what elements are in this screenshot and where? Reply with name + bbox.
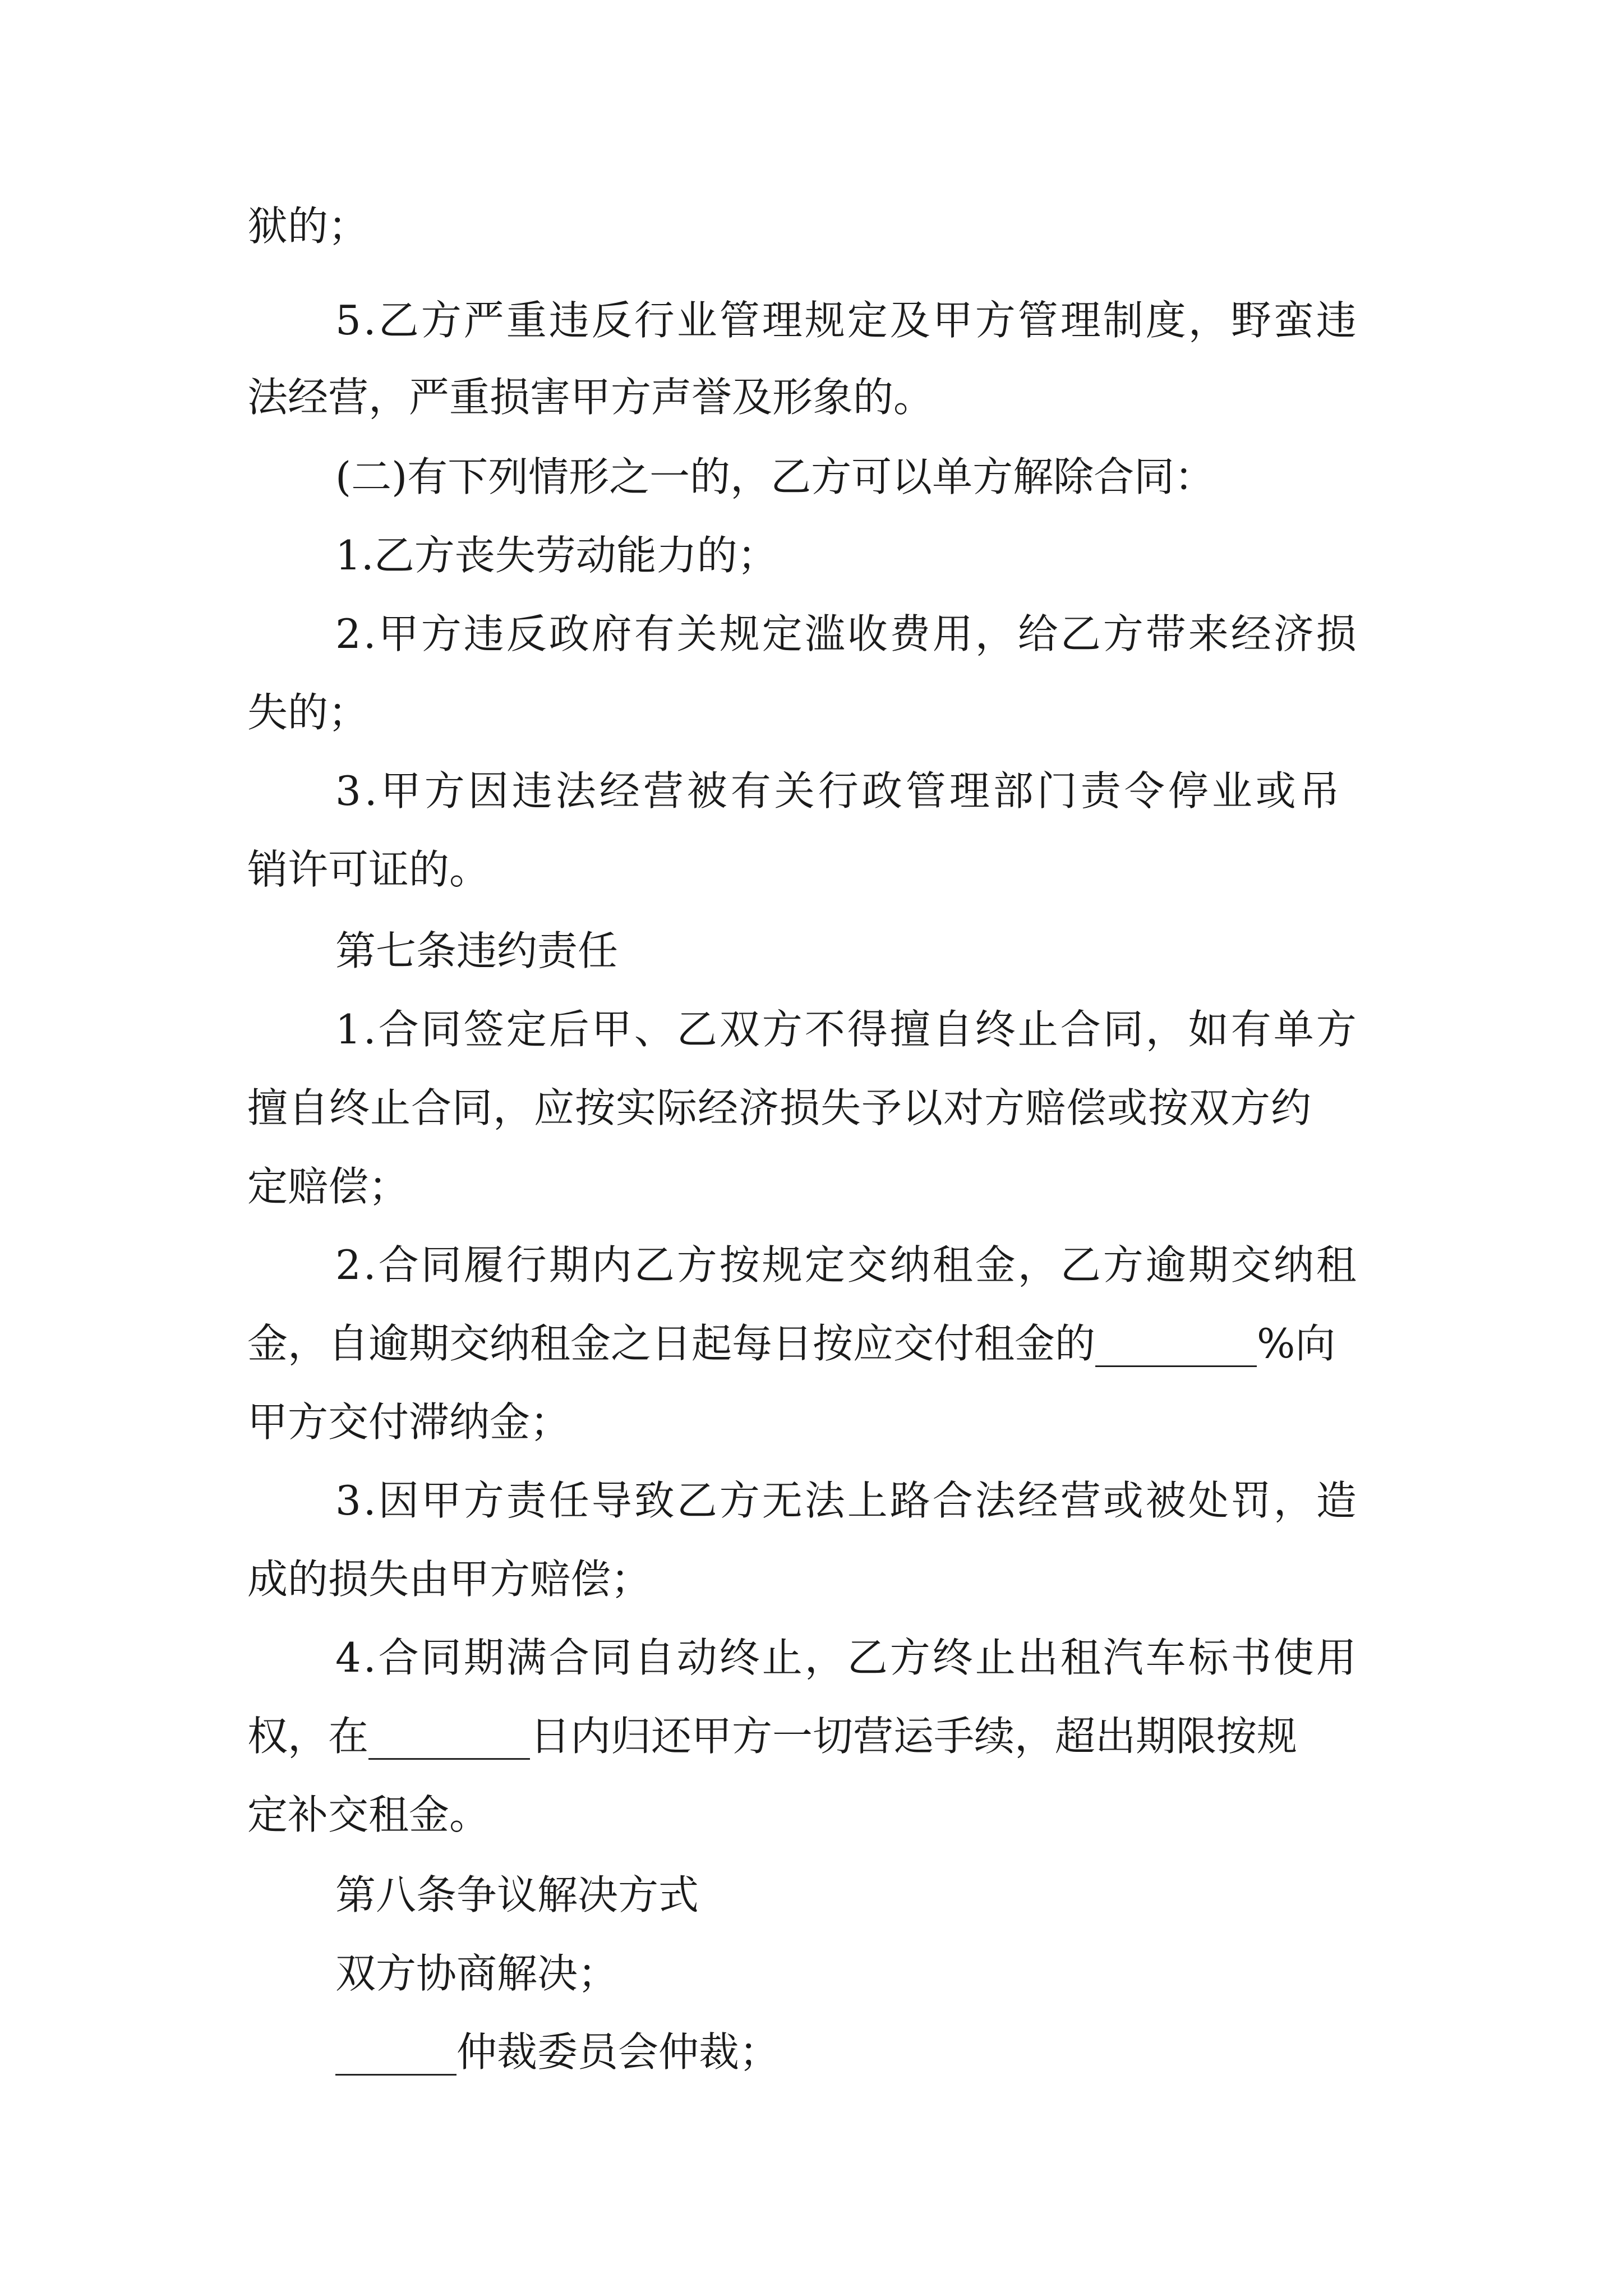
line-text: 失的； [247,689,369,736]
heading-text: 第八条争议解决方式 [335,1871,699,1918]
text-line [0,287,1623,354]
text-line [0,679,1623,746]
text-line [0,1388,1623,1456]
section-heading [0,917,1623,984]
text-line [0,600,1623,668]
line-text: 法经营，严重损害甲方声誉及形象的。 [247,374,934,421]
line-text: 2.甲方违反政府有关规定滥收费用，给乙方带来经济损 [335,610,1359,657]
text-line [0,1545,1623,1613]
line-text: 定补交租金。 [247,1791,490,1838]
section-heading [0,1861,1623,1929]
line-text [335,2018,780,2086]
text-line [0,1153,1623,1220]
text-line [0,522,1623,589]
line-text: 成的损失由甲方赔偿； [247,1556,652,1603]
line-text: 1.合同签定后甲、乙双方不得擅自终止合同，如有单方 [335,1006,1359,1053]
text-line [0,443,1623,510]
heading-text: 第七条违约责任 [335,927,619,974]
line-text-after: 日内归还甲方一切营运手续，超出期限按规 [530,1713,1298,1760]
line-text: 双方协商解决； [335,1950,619,1997]
line-text: 定赔偿； [247,1163,409,1210]
line-text: 狱的； [247,203,369,250]
fill-in-blank[interactable]: ________ [1095,1320,1257,1367]
line-text: 甲方交付滞纳金； [247,1398,571,1446]
line-text: 2.合同履行期内乙方按规定交纳租金，乙方逾期交纳租 [335,1241,1359,1289]
text-line [0,364,1623,431]
text-line [0,1074,1623,1142]
text-line [0,2018,1623,2086]
fill-in-blank[interactable]: ________ [368,1713,531,1760]
text-line [0,1231,1623,1299]
line-text: 3.甲方因违法经营被有关行政管理部门责令停业或吊 [335,767,1343,815]
line-text: 5.乙方严重违反行业管理规定及甲方管理制度，野蛮违 [335,297,1359,344]
line-text: 1.乙方丧失劳动能力的； [335,532,778,579]
text-line [0,1781,1623,1848]
text-line [0,192,1623,260]
fill-in-blank[interactable]: ______ [335,2028,457,2076]
line-text: 擅自终止合同，应按实际经济损失予以对方赔偿或按双方约 [247,1084,1312,1131]
line-text [247,1703,1297,1770]
text-line [0,1310,1623,1377]
line-text-after: 仲裁委员会仲裁； [457,2028,780,2076]
line-text: 4.合同期满合同自动终止，乙方终止出租汽车标书使用 [335,1634,1359,1681]
line-text: 3.因甲方责任导致乙方无法上路合法经营或被处罚，造 [335,1477,1359,1524]
text-line [0,1467,1623,1534]
line-text-before: 金，自逾期交纳租金之日起每日按应交付租金的 [247,1320,1096,1367]
text-line [0,836,1623,903]
text-line [0,996,1623,1063]
text-line [0,757,1623,825]
text-line [0,1624,1623,1691]
text-line [0,1703,1623,1770]
line-text: 销许可证的。 [247,846,490,893]
line-text-after: %向 [1257,1320,1336,1367]
line-text-before: 权，在 [247,1713,369,1760]
line-text: (二)有下列情形之一的，乙方可以单方解除合同： [335,453,1215,500]
line-text [247,1310,1335,1377]
text-line [0,1940,1623,2007]
